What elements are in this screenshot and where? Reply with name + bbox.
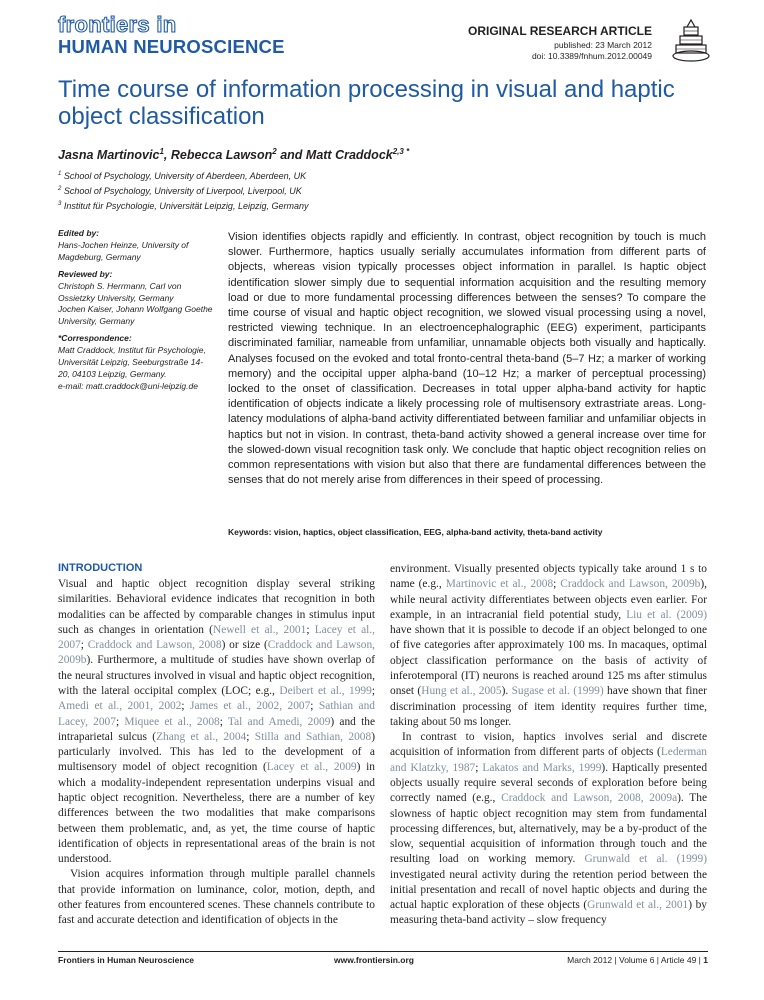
reviewer: Jochen Kaiser, Johann Wolfgang Goethe University, Germany (58, 304, 213, 327)
affiliation (58, 198, 308, 213)
correspondence-label: *Correspondence: (58, 333, 132, 344)
citation-link[interactable]: Lacey et al., 2007 (58, 623, 376, 652)
author-name: Jasna Martinovic (58, 148, 160, 163)
citation-link[interactable]: Liu et al. (2009) (626, 608, 707, 621)
footer-divider (58, 951, 708, 952)
journal-name: HUMAN NEUROSCIENCE (58, 36, 285, 57)
citation-link[interactable]: Craddock and Lawson, 2009b (560, 578, 701, 591)
article-type: ORIGINAL RESEARCH ARTICLE (467, 24, 652, 38)
body-column-left (58, 562, 375, 928)
author-separator: , (163, 148, 171, 163)
citation-link[interactable]: Tal and Amedi, 2009 (227, 715, 331, 728)
author-affiliation-mark: 1 (159, 147, 164, 156)
author-affiliation-mark: 2 (272, 147, 277, 156)
citation-link[interactable]: Grunwald et al. (1999) (584, 853, 707, 866)
reviewer: Christoph S. Herrmann, Carl von Ossietzky University, Germany (58, 280, 182, 303)
citation-link[interactable]: Craddock and Lawson, 2008, 2009a (501, 792, 678, 805)
reviewed-by-label: Reviewed by: (58, 268, 113, 279)
body-paragraph: environment. Visually presented objects typically take around 1 s to name (e.g., Martinovic et al., 2008; Craddock and Lawson, 2009b), while neural activity differentiates between objects even earlier. For example, in an intracranial field potential study, Liu et al. (2009) have shown that it is possible to decode if an object belonged to one of five categories after approximately 100 ms. In macaques, optimal object classification performance on the basis of activity of inferotemporal (IT) neurons is reached around 125 ms after stimulus onset (Hung et al., 2005). Sugase et al. (1999) have shown that finer discrimination processing of item identity requires further time, taking about 50 ms longer. (390, 563, 707, 728)
affiliation-number: 3 (58, 201, 62, 207)
footer-volume-info: March 2012 | Volume 6 | Article 49 | (567, 955, 704, 965)
published-date: published: 23 March 2012 (554, 40, 652, 50)
citation-link[interactable]: Martinovic et al., 2008 (445, 578, 554, 591)
citation-link[interactable]: Zhang et al., 2004 (156, 730, 247, 743)
citation-link[interactable]: James et al., 2002, 2007 (190, 700, 311, 713)
citation-link[interactable]: Lederman and Klatzky, 1987 (390, 746, 707, 774)
correspondence-address: Matt Craddock, Institut für Psychologie, Universität Leipzig, Seeburgstraße 14-20, 04103 Leipzig, Germany. (58, 345, 206, 379)
editorial-sidebar (58, 228, 213, 398)
affiliation-text: Institut für Psychologie, Universität Leipzig, Leipzig, Germany (63, 201, 309, 211)
citation-link[interactable]: Stilla and Sathian, 2008 (254, 730, 372, 743)
body-column-right (390, 562, 707, 929)
doi: doi: 10.3389/fnhum.2012.00049 (531, 51, 652, 61)
section-heading-introduction: INTRODUCTION (58, 562, 143, 574)
journal-logo-frontiers: frontiers in (58, 12, 177, 37)
keywords (228, 527, 706, 537)
author-list (58, 147, 409, 162)
article-title: Time course of information processing in visual and haptic object classification (58, 76, 675, 130)
body-paragraph: Vision acquires information through multiple parallel channels that provide information on luminance, color, motion, depth, and other features from encountered scenes. These channels contribute to fast and accurate detection and identification of objects in the (58, 868, 375, 927)
affiliation-number: 1 (58, 171, 62, 177)
citation-link[interactable]: Hung et al., 2005 (421, 685, 502, 698)
author-name: Matt Craddock (305, 148, 393, 163)
citation-link[interactable]: Lacey et al., 2009 (266, 761, 357, 774)
citation-link[interactable]: Deibert et al., 1999 (279, 684, 372, 697)
edited-by-section (58, 228, 213, 264)
citation-link[interactable]: Lakatos and Marks, 1999 (482, 761, 602, 774)
citation-link[interactable]: Amedi et al., 2001, 2002 (58, 700, 182, 713)
body-paragraph: Visual and haptic object recognition display several striking similarities. Behavioral evidence indicates that recognition in both modalities can be affected by comparable changes in stimulus input such as changes in orientation (Newell et al., 2001; Lacey et al., 2007; Craddock and Lawson, 2008) or size (Craddock and Lawson, 2009b). Furthermore, a multitude of studies have shown overlap of the neural structures involved in visual and haptic object recognition, with the lateral occipital complex (LOC; e.g., Deibert et al., 1999; Amedi et al., 2001, 2002; James et al., 2002, 2007; Sathian and Lacey, 2007; Miquee et al., 2008; Tal and Amedi, 2009) and the intraparietal sulcus (Zhang et al., 2004; Stilla and Sathian, 2008) particularly involved. This has led to the development of a multisensory model of object recognition (Lacey et al., 2009) in which a modality-independent representation underpins visual and haptic object recognition. Nevertheless, there are a number of key differences between the two modalities that make comparisons between them problematic, and, as yet, the time course of haptic identification of objects in representational areas of the brain is not understood. (58, 578, 376, 866)
edited-by-value: Hans-Jochen Heinze, University of Magdeburg, Germany (58, 239, 189, 262)
citation-link[interactable]: Newell et al., 2001 (212, 623, 307, 636)
citation-link[interactable]: Miquee et al., 2008 (124, 715, 220, 728)
affiliation-list (58, 168, 308, 213)
keywords-label: Keywords: (228, 527, 272, 537)
affiliation (58, 183, 308, 198)
page-number: 1 (703, 955, 708, 965)
affiliation-text: School of Psychology, University of Aberdeen, Aberdeen, UK (63, 171, 307, 181)
correspondence-section (58, 333, 213, 393)
stacked-blocks-logo-icon (670, 18, 712, 64)
body-paragraph: In contrast to vision, haptics involves serial and discrete acquisition of information from different parts of objects (Lederman and Klatzky, 1987; Lakatos and Marks, 1999). Haptically presented objects usually require several seconds of exploration before being correctly named (e.g., Craddock and Lawson, 2008, 2009a). The slowness of haptic object recognition may stem from fundamental processing differences, but, alternatively, may be a by-product of the slow, sequential acquisition of information through touch and the resulting load on working memory. Grunwald et al. (1999) investigated neural activity during the retention period between the initial presentation and recall of novel haptic objects and during the actual haptic exploration of these objects (Grunwald et al., 2001) by measuring theta-band activity – slow frequency (390, 731, 708, 927)
affiliation-text: School of Psychology, University of Liverpool, Liverpool, UK (63, 186, 302, 196)
reviewed-by-section (58, 269, 213, 329)
author-separator: and (276, 148, 306, 163)
citation-link[interactable]: Grunwald et al., 2001 (587, 899, 689, 912)
citation-link[interactable]: Craddock and Lawson, 2008 (87, 639, 222, 652)
citation-link[interactable]: Sathian and Lacey, 2007 (58, 700, 375, 728)
keywords-list: vision, haptics, object classification, EEG, alpha-band activity, theta-band activity (273, 527, 603, 537)
author-affiliation-mark: 2,3 * (392, 147, 410, 156)
citation-link[interactable]: Sugase et al. (1999) (511, 685, 604, 698)
abstract: Vision identifies objects rapidly and efficiently. In contrast, object recognition by touch is much slower. Furthermore, haptics usually serially accumulates information from different parts of objects, whereas vision typically processes object information in parallel. Is haptic object identification slower simply due to sequential information acquisition and the resulting memory load or due to more fundamental processing differences between the senses? To compare the time course of visual and haptic object recognition, we slowed visual processing using a novel, restricted viewing technique. In an electroencephalographic (EEG) experiment, participants discriminated familiar, nameable from unfamiliar, unnamable objects both visually and haptically. Analyses focused on the evoked and total fronto-central theta-band (5–7 Hz; a marker of working memory) and the occipital upper alpha-band (10–12 Hz; a marker of perceptual processing) locked to the onset of classification. Decreases in total upper alpha-band activity for haptic identification of objects indicate a likely processing role of multisensory extrastriate areas. Long-latency modulations of alpha-band activity differentiated between familiar and unfamiliar objects in haptics but not in vision. In contrast, theta-band activity showed a general increase over time for the slowed-down visual recognition task only. We conclude that haptic object recognition relies on common representations with vision but also that there are fundamental differences between the senses that do not merely arise from differences in their speed of processing. (228, 231, 706, 487)
footer-issue-info (567, 955, 708, 965)
author-name: Rebecca Lawson (170, 148, 273, 163)
edited-by-label: Edited by: (58, 228, 100, 238)
footer-journal-name: Frontiers in Human Neuroscience (58, 955, 195, 965)
affiliation-number: 2 (58, 186, 62, 192)
correspondence-email[interactable]: e-mail: matt.craddock@uni-leipzig.de (58, 380, 198, 391)
footer-website-link[interactable]: www.frontiersin.org (334, 955, 414, 965)
affiliation (58, 168, 308, 183)
citation-link[interactable]: Craddock and Lawson, 2009b (58, 639, 376, 667)
